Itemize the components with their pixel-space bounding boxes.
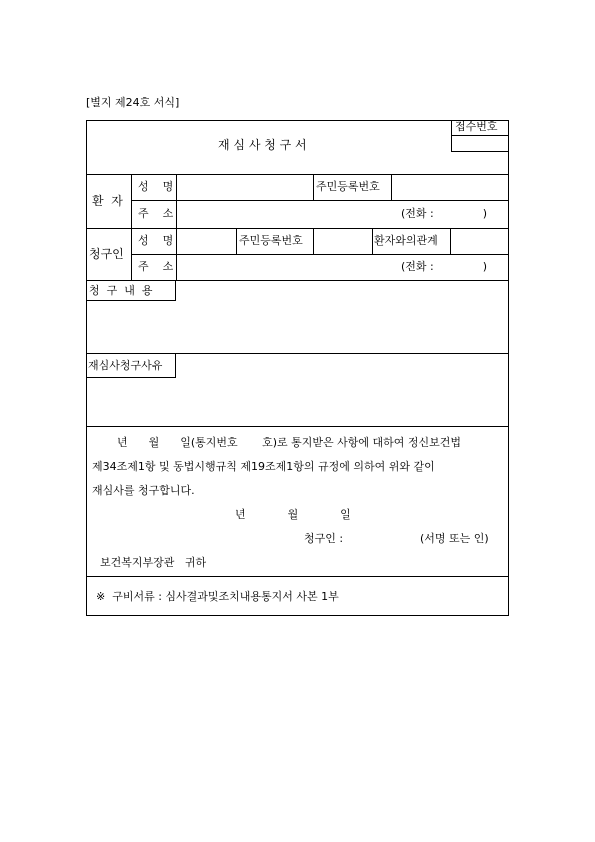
claimant-name-label: 성 명 bbox=[138, 234, 174, 247]
body-line-1: 년 월 일(통지번호 호)로 통지받은 사항에 대하여 정신보건법 bbox=[117, 436, 462, 449]
form-reference: [별지 제24호 서식] bbox=[86, 96, 180, 109]
col-line bbox=[372, 228, 373, 254]
claimant-address-label: 주 소 bbox=[138, 260, 174, 273]
reexam-reason-field[interactable] bbox=[87, 379, 508, 425]
claimant-relation-field[interactable] bbox=[451, 229, 508, 253]
claimant-group-label: 청구인 bbox=[89, 247, 124, 261]
row-line bbox=[86, 228, 509, 229]
claimant-phone-text: (전화 : ) bbox=[401, 260, 487, 273]
date-line: 년 월 일 bbox=[235, 508, 351, 521]
addressee: 보건복지부장관 귀하 bbox=[100, 556, 207, 569]
patient-rrn-field[interactable] bbox=[392, 175, 508, 199]
claimant-rrn-label: 주민등록번호 bbox=[239, 234, 303, 247]
claimant-name-field[interactable] bbox=[177, 229, 235, 253]
form-title: 재 심 사 청 구 서 bbox=[218, 138, 307, 152]
patient-name-label: 성 명 bbox=[138, 180, 174, 193]
claimant-sign-field[interactable] bbox=[352, 530, 414, 546]
col-line bbox=[313, 174, 314, 200]
row-line bbox=[86, 576, 509, 577]
patient-name-field[interactable] bbox=[177, 175, 312, 199]
claim-content-label: 청 구 내 용 bbox=[89, 284, 153, 297]
patient-group-label: 환 자 bbox=[92, 194, 123, 208]
claimant-relation-label: 환자와의관계 bbox=[374, 234, 438, 247]
attachments-note: ※ 구비서류 : 심사결과및조치내용통지서 사본 1부 bbox=[96, 590, 339, 603]
claimant-rrn-field[interactable] bbox=[314, 229, 371, 253]
body-line-3: 재심사를 청구합니다. bbox=[92, 484, 195, 497]
reexam-reason-label: 재심사청구사유 bbox=[88, 359, 163, 372]
sign-note: (서명 또는 인) bbox=[420, 532, 489, 545]
patient-rrn-label: 주민등록번호 bbox=[316, 180, 380, 193]
patient-address-label: 주 소 bbox=[138, 207, 174, 220]
body-line-2: 제34조제1항 및 동법시행규칙 제19조제1항의 규정에 의하여 위와 같이 bbox=[92, 460, 435, 473]
receipt-number-label: 접수번호 bbox=[455, 120, 498, 133]
receipt-number-field[interactable] bbox=[452, 136, 508, 151]
row-line bbox=[86, 426, 509, 427]
col-line bbox=[236, 228, 237, 254]
claim-content-field[interactable] bbox=[87, 302, 508, 352]
claimant-sign-label: 청구인 : bbox=[304, 532, 344, 545]
col-line bbox=[131, 174, 132, 280]
patient-phone-text: (전화 : ) bbox=[401, 207, 487, 220]
